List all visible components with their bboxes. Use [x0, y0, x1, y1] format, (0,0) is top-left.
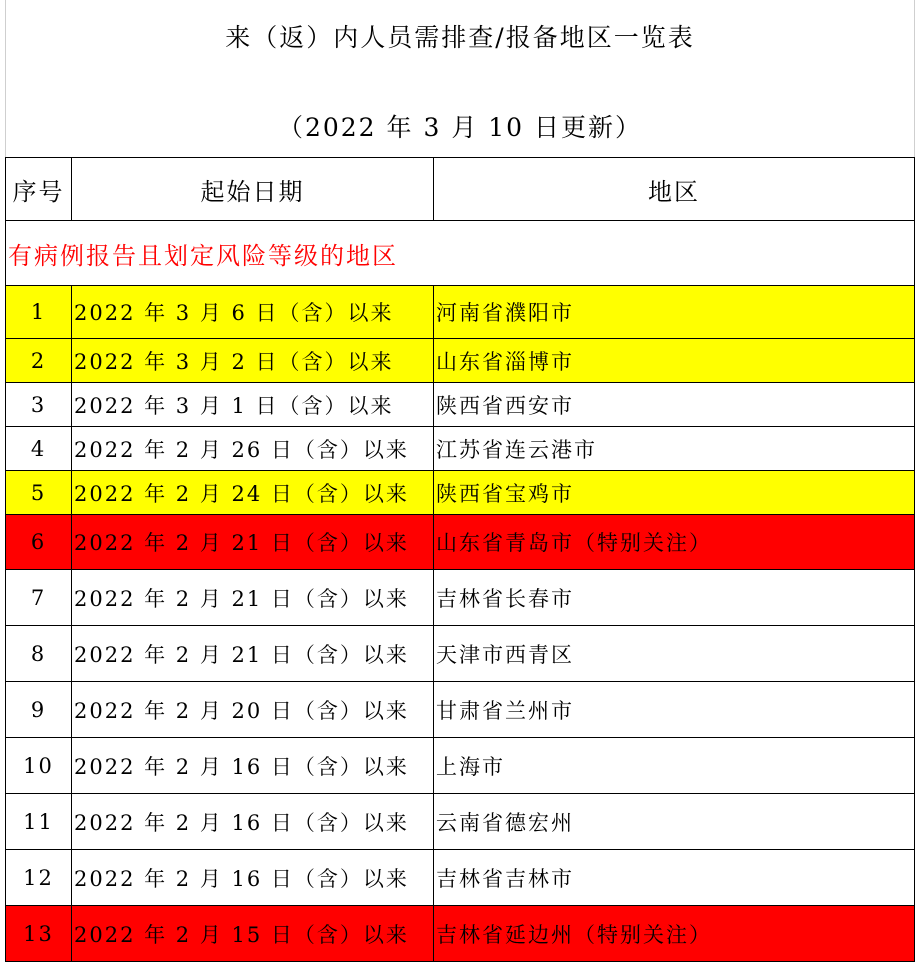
- row-area-cell[interactable]: 甘肃省兰州市: [434, 682, 915, 738]
- row-no-cell[interactable]: 7: [6, 570, 72, 626]
- table-row: [6, 738, 915, 794]
- row-no-cell[interactable]: 8: [6, 626, 72, 682]
- row-date-cell[interactable]: 2022 年 2 月 15 日（含）以来: [72, 906, 434, 962]
- row-no-cell[interactable]: 9: [6, 682, 72, 738]
- row-no-cell[interactable]: 3: [6, 383, 72, 427]
- row-area-cell[interactable]: 江苏省连云港市: [434, 427, 915, 471]
- table-row: [6, 471, 915, 515]
- row-no-cell[interactable]: 11: [6, 794, 72, 850]
- update-date: （2022 年 3 月 10 日更新）: [277, 113, 643, 142]
- table-row: [6, 427, 915, 471]
- row-no-cell[interactable]: 4: [6, 427, 72, 471]
- row-no-cell[interactable]: 2: [6, 339, 72, 383]
- header-no[interactable]: 序号: [6, 158, 72, 221]
- row-date-cell[interactable]: 2022 年 2 月 16 日（含）以来: [72, 850, 434, 906]
- section-title[interactable]: 有病例报告且划定风险等级的地区: [6, 221, 915, 286]
- row-date-cell[interactable]: 2022 年 2 月 16 日（含）以来: [72, 738, 434, 794]
- table-row: [6, 682, 915, 738]
- row-date-cell[interactable]: 2022 年 2 月 16 日（含）以来: [72, 794, 434, 850]
- row-area-cell[interactable]: 上海市: [434, 738, 915, 794]
- row-area-cell[interactable]: 河南省濮阳市: [434, 286, 915, 339]
- row-no-cell[interactable]: 10: [6, 738, 72, 794]
- row-no-cell[interactable]: 13: [6, 906, 72, 962]
- row-no-cell[interactable]: 6: [6, 515, 72, 570]
- table-row: [6, 794, 915, 850]
- table-row: [6, 286, 915, 339]
- row-date-cell[interactable]: 2022 年 3 月 2 日（含）以来: [72, 339, 434, 383]
- row-area-cell[interactable]: 天津市西青区: [434, 626, 915, 682]
- table-row: [6, 626, 915, 682]
- row-date-cell[interactable]: 2022 年 2 月 21 日（含）以来: [72, 626, 434, 682]
- row-area-cell[interactable]: 吉林省长春市: [434, 570, 915, 626]
- table-row: [6, 339, 915, 383]
- row-area-cell[interactable]: 云南省德宏州: [434, 794, 915, 850]
- row-date-cell[interactable]: 2022 年 2 月 26 日（含）以来: [72, 427, 434, 471]
- row-area-cell[interactable]: 陕西省西安市: [434, 383, 915, 427]
- table-row: [6, 570, 915, 626]
- region-table: [5, 157, 915, 962]
- row-area-cell[interactable]: 吉林省吉林市: [434, 850, 915, 906]
- title-area: [5, 0, 915, 157]
- table-row: [6, 515, 915, 570]
- sheet-title: 来（返）内人员需排查/报备地区一览表: [225, 23, 695, 52]
- row-date-cell[interactable]: 2022 年 2 月 21 日（含）以来: [72, 515, 434, 570]
- table-row: [6, 850, 915, 906]
- row-area-cell[interactable]: 陕西省宝鸡市: [434, 471, 915, 515]
- row-no-cell[interactable]: 1: [6, 286, 72, 339]
- section-row: [6, 221, 915, 286]
- row-area-cell[interactable]: 山东省青岛市（特别关注）: [434, 515, 915, 570]
- header-area[interactable]: 地区: [434, 158, 915, 221]
- row-area-cell[interactable]: 山东省淄博市: [434, 339, 915, 383]
- row-date-cell[interactable]: 2022 年 2 月 24 日（含）以来: [72, 471, 434, 515]
- row-date-cell[interactable]: 2022 年 3 月 6 日（含）以来: [72, 286, 434, 339]
- row-date-cell[interactable]: 2022 年 3 月 1 日（含）以来: [72, 383, 434, 427]
- row-area-cell[interactable]: 吉林省延边州（特别关注）: [434, 906, 915, 962]
- row-date-cell[interactable]: 2022 年 2 月 20 日（含）以来: [72, 682, 434, 738]
- row-date-cell[interactable]: 2022 年 2 月 21 日（含）以来: [72, 570, 434, 626]
- table-row: [6, 906, 915, 962]
- row-no-cell[interactable]: 12: [6, 850, 72, 906]
- header-date[interactable]: 起始日期: [72, 158, 434, 221]
- header-row: [6, 158, 915, 221]
- table-row: [6, 383, 915, 427]
- row-no-cell[interactable]: 5: [6, 471, 72, 515]
